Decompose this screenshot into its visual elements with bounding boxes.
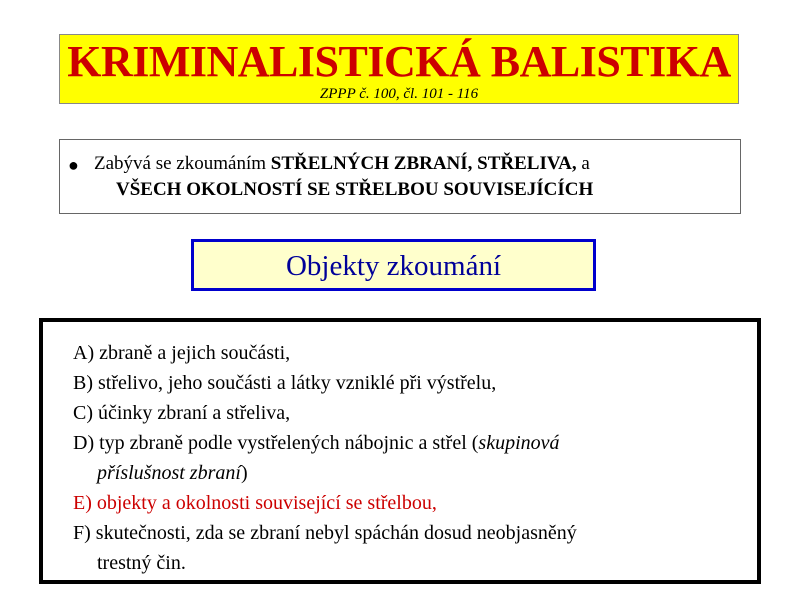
list-item-f-text: F) skutečnosti, zda se zbraní nebyl spáchán dosud neobjasněný: [73, 522, 577, 544]
list-item-a: A) zbraně a jejich součásti,: [73, 342, 291, 364]
section-heading-box: [191, 239, 596, 291]
list-item-f: [73, 518, 753, 578]
bullet-icon: ●: [68, 155, 79, 175]
description-text: [94, 151, 734, 203]
list-item-d-italic: skupinová: [478, 432, 560, 454]
list-item-d-cont-end: ): [240, 462, 248, 484]
page-title: KRIMINALISTICKÁ BALISTIKA: [67, 37, 731, 86]
list-item-d: [73, 428, 753, 488]
description-prefix: Zabývá se zkoumáním: [94, 153, 271, 174]
list-item-e: E) objekty a okolnosti související se střelbou,: [73, 492, 437, 514]
list-item-d-continuation: [73, 458, 753, 488]
list-item-d-text: D) typ zbraně podle vystřelených nábojnic a střel (: [73, 432, 479, 454]
objects-list: [73, 338, 753, 578]
description-box: [59, 139, 741, 214]
list-item-d-cont-italic: příslušnost zbraní: [97, 462, 241, 484]
list-item-b: B) střelivo, jeho součásti a látky vzniklé při výstřelu,: [73, 372, 497, 394]
description-bold-2: VŠECH OKOLNOSTÍ SE STŘELBOU SOUVISEJÍCÍCH: [116, 179, 594, 200]
objects-list-box: [39, 318, 761, 584]
list-item-f-continuation: trestný čin.: [97, 552, 186, 574]
title-banner: [59, 34, 739, 104]
description-bold-1: STŘELNÝCH ZBRANÍ, STŘELIVA,: [270, 153, 577, 174]
section-heading: Objekty zkoumání: [285, 250, 502, 282]
legal-reference: ZPPP č. 100, čl. 101 - 116: [319, 86, 479, 102]
description-middle: a: [576, 153, 590, 174]
list-item-c: C) účinky zbraní a střeliva,: [73, 402, 291, 424]
